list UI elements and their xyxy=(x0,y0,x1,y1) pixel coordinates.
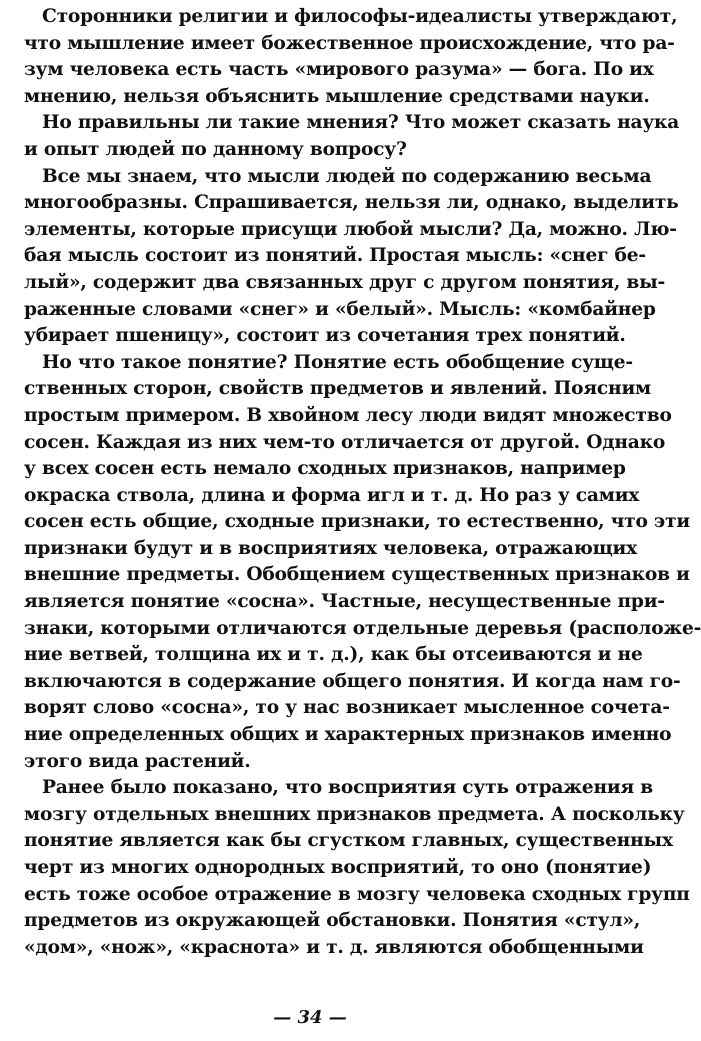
paragraph xyxy=(24,164,679,350)
paragraph xyxy=(24,350,701,776)
text-line: внешние предметы. Обобщением существенных признаков и xyxy=(24,564,690,586)
text-line: Ранее было показано, что восприятия суть отражения в xyxy=(42,777,654,799)
text-line: убирает пшеницу», состоит из сочетания трех понятий. xyxy=(24,325,626,347)
text-line: знаки, которыми отличаются отдельные деревья (расположе- xyxy=(24,617,701,639)
text-line: Все мы знаем, что мысли людей по содержанию весьма xyxy=(42,165,652,187)
text-line: Сторонники религии и философы-идеалисты утверждают, xyxy=(42,6,678,27)
text-line: у всех сосен есть немало сходных признаков, например xyxy=(24,458,626,480)
paragraph xyxy=(24,110,680,163)
text-line: окраска ствола, длина и форма игл и т. д. Но раз у самих xyxy=(24,484,640,506)
text-line: что мышление имеет божественное происхождение, что ра- xyxy=(24,32,675,54)
paragraph xyxy=(24,775,690,961)
text-line: включаются в содержание общего понятия. И когда нам го- xyxy=(24,670,681,692)
text-line: и опыт людей по данному вопросу? xyxy=(24,138,407,160)
page-number: — 34 — xyxy=(273,1007,347,1028)
text-line: черт из многих однородных восприятий, то оно (понятие) xyxy=(24,857,652,878)
text-line: признаки будут и в восприятиях человека, отражающих xyxy=(24,537,638,559)
text-line: бая мысль состоит из понятий. Простая мысль: «снег бе- xyxy=(24,245,646,267)
paragraph xyxy=(24,4,678,110)
text-line: сосен есть общие, сходные признаки, то естественно, что эти xyxy=(24,511,690,533)
text-line: ственных сторон, свойств предметов и явлений. Поясним xyxy=(24,378,651,400)
text-line: есть тоже особое отражение в мозгу человека сходных групп xyxy=(24,883,690,905)
text-line: мозгу отдельных внешних признаков предмета. А поскольку xyxy=(24,803,685,825)
text-line: понятие является как бы сгустком главных, существенных xyxy=(24,830,673,852)
text-line: ворят слово «сосна», то у нас возникает мысленное сочета- xyxy=(24,697,670,719)
text-line: «дом», «нож», «краснота» и т. д. являются обобщенными xyxy=(24,936,644,958)
text-line: Но что такое понятие? Понятие есть обобщение суще- xyxy=(42,351,633,373)
text-line: ние определенных общих и характерных признаков именно xyxy=(24,724,672,746)
text-line: зум человека есть часть «мирового разума» — бога. По их xyxy=(24,59,654,81)
text-line: сосен. Каждая из них чем-то отличается от другой. Однако xyxy=(24,431,666,453)
text-line: ние ветвей, толщина их и т. д.), как бы отсеиваются и не xyxy=(24,644,643,666)
text-line: предметов из окружающей обстановки. Понятия «стул», xyxy=(24,910,641,932)
text-line: этого вида растений. xyxy=(24,750,251,772)
text-line: простым примером. В хвойном лесу люди видят множество xyxy=(24,404,672,426)
text-line: многообразны. Спрашивается, нельзя ли, однако, выделить xyxy=(24,192,679,214)
body-text xyxy=(24,4,701,961)
text-line: мнению, нельзя объяснить мышление средствами науки. xyxy=(24,85,650,107)
text-line: элементы, которые присущи любой мысли? Да, можно. Лю- xyxy=(24,218,677,240)
text-line: раженные словами «снег» и «белый». Мысль: «комбайнер xyxy=(24,298,656,320)
text-line: лый», содержит два связанных друг с другом понятия, вы- xyxy=(24,271,666,293)
text-line: Но правильны ли такие мнения? Что может сказать наука xyxy=(42,112,680,134)
text-line: является понятие «сосна». Частные, несущественные при- xyxy=(24,591,665,613)
